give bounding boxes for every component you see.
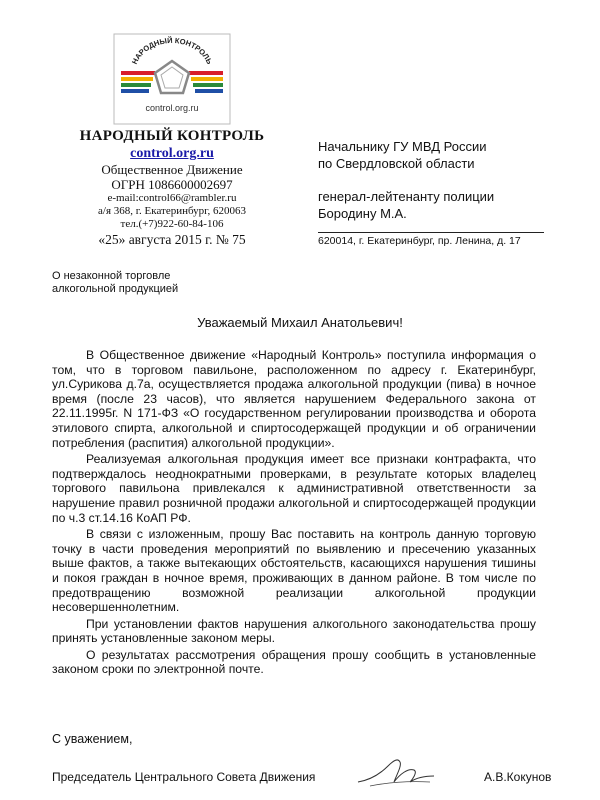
org-email: e-mail:control66@rambler.ru: [107, 192, 237, 204]
letter-date-number: «25» августа 2015 г. № 75: [98, 232, 246, 247]
salutation: Уважаемый Михаил Анатольевич!: [197, 315, 403, 330]
subject-line-1: О незаконной торговле: [52, 270, 171, 282]
logo-stripe-left-3: [121, 89, 149, 93]
body-paragraph-5: О результатах рассмотрения обращения прошу сообщить в установленные законом сроки по электронной почте.: [52, 647, 536, 677]
org-logo: [113, 33, 231, 125]
signatory-title: Председатель Центрального Совета Движения: [52, 770, 316, 784]
org-po-box: а/я 368, г. Екатеринбург, 620063: [98, 205, 246, 217]
letter-subject: [52, 270, 252, 296]
addressee-address: 620014, г. Екатеринбург, пр. Ленина, д. 17: [318, 232, 544, 248]
logo-stripe-left-1: [121, 77, 153, 81]
logo-stripe-left-2: [121, 83, 151, 87]
org-type: Общественное Движение: [101, 162, 243, 177]
body-paragraph-2: Реализуемая алкогольная продукция имеет все признаки контрафакта, что подтверждалось неоднократными проверками, в результате которых владелец торгового павильона привлекался к административной ответственности за нарушение правил розничной продажи алкогольной и спиртосодержащей продукции по ч.3 ст.14.16 КоАП РФ.: [52, 452, 536, 525]
handwritten-signature-icon: [350, 752, 440, 792]
org-name: НАРОДНЫЙ КОНТРОЛЬ: [79, 128, 265, 144]
logo-stripe-right-2: [193, 83, 223, 87]
logo-stripe-right-1: [191, 77, 223, 81]
logo-bottom-text: control.org.ru: [145, 103, 199, 113]
body-paragraph-4: При установлении фактов нарушения алкогольного законодательства прошу принять установленные законом меры.: [52, 616, 536, 646]
org-ogrn: ОГРН 1086600002697: [111, 177, 233, 192]
subject-line-2: алкогольной продукцией: [52, 283, 179, 295]
org-header: [52, 128, 292, 248]
addressee-block: [318, 138, 578, 222]
addressee-line-1: Начальнику ГУ МВД России: [318, 139, 487, 154]
body-paragraph-3: В связи с изложенным, прошу Вас поставить на контроль данную торговую точку в части проведения мероприятий по выявлению и пресечению указанных выше фактов, а также вытекающих обстоятельств, касающихся нарушения тишины и покоя граждан в ночное время, проживающих в данном районе. В том числе по предотвращению возможной реализации алкогольной продукции несовершеннолетним.: [52, 527, 536, 615]
letter-body: [52, 348, 536, 679]
org-phone: тел.(+7)922-60-84-106: [120, 218, 224, 230]
addressee-line-3: генерал-лейтенанту полиции: [318, 189, 495, 204]
logo-arc-text: НАРОДНЫЙ КОНТРОЛЬ: [129, 35, 215, 66]
org-website-link[interactable]: control.org.ru: [130, 146, 214, 161]
closing: С уважением,: [52, 732, 133, 746]
signatory-name: А.В.Кокунов: [484, 770, 552, 784]
body-paragraph-1: В Общественное движение «Народный Контроль» поступила информация о том, что в торговом павильоне, расположенном по адресу г. Екатеринбург, ул.Сурикова д.7а, осуществляется продажа алкогольной продукции (пива) в ночное время (после 23 часов), что является нарушением Федерального закона от 22.11.1995г. N 171-ФЗ «О государственном регулировании производства и оборота этилового спирта, алкогольной и спиртосодержащей продукции и об ограничении потребления (распития) алкогольной продукции».: [52, 348, 536, 450]
addressee-line-2: по Свердловской области: [318, 156, 475, 171]
logo-stripe-right-0: [189, 71, 223, 75]
addressee-line-4: Бородину М.А.: [318, 206, 407, 221]
logo-stripe-left-0: [121, 71, 155, 75]
logo-stripe-right-3: [195, 89, 223, 93]
